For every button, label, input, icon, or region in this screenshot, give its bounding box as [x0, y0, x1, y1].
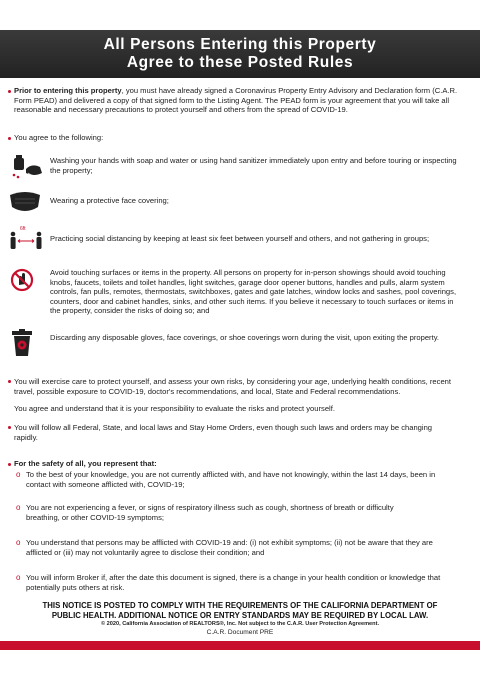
safety-heading: For the safety of all, you represent that:	[14, 459, 157, 468]
intro-paragraph	[14, 86, 460, 115]
list-marker: o	[16, 503, 21, 512]
rule-text-handwash: Washing your hands with soap and water or using hand sanitizer immediately upon entry and before touring or inspecting the property;	[50, 156, 457, 175]
copyright: © 2020, California Association of REALTORS®, Inc. Not subject to the C.A.R. User Protection Agreement.	[100, 621, 380, 627]
header-title-line1: All Persons Entering this Property	[103, 36, 377, 53]
care-responsibility: You agree and understand that it is your responsibility to evaluate the risks and protect yourself.	[14, 404, 335, 413]
intro-bold: Prior to entering this property	[14, 86, 122, 95]
no-touch-icon	[10, 268, 34, 292]
notice-line1: THIS NOTICE IS POSTED TO COMPLY WITH THE REQUIREMENTS OF THE CALIFORNIA DEPARTMENT OF	[42, 601, 438, 610]
rule-text-no-touch: Avoid touching surfaces or items in the property. All persons on property for in-person showings should avoid touching knobs, faucets, toilets and toilet handles, light switches, garage door opener buttons, handles and pulls, alarm system controls, fan pulls, remotes, thermostats, switchboxes, gates and gate latches, window locks and sashes, pool coverings, counters, door and cabinet handles, sinks, and other such items. If you believe it necessary to touch surfaces or items in the property, consider the risks of doing so; and	[50, 268, 457, 316]
laws-paragraph: You will follow all Federal, State, and local laws and Stay Home Orders, even though such laws and orders may be changing rapidly.	[14, 423, 433, 442]
bullet	[8, 463, 11, 466]
face-mask-icon	[8, 189, 42, 215]
safety-item: You understand that persons may be afflicted with COVID-19 and: (i) not exhibit symptoms; (ii) not be aware that they are afflicted or (iii) may not voluntarily agree to disclose their condition; and	[26, 538, 433, 557]
list-marker: o	[16, 470, 21, 479]
header-title-line2: Agree to these Posted Rules	[126, 54, 354, 71]
footer-red-bar	[0, 641, 480, 650]
rule-text-discard: Discarding any disposable gloves, face coverings, or shoe coverings worn during the visit, upon exiting the property.	[50, 333, 440, 342]
distance-label: 6ft	[20, 226, 26, 232]
handwash-icon	[10, 153, 44, 179]
agree-heading: You agree to the following:	[14, 133, 104, 142]
safety-item: You will inform Broker if, after the date this document is signed, there is a change in your health condition or knowledge that potentially puts others at risk.	[26, 573, 441, 592]
bullet	[8, 90, 11, 93]
biohazard-bin-icon	[10, 329, 34, 357]
intro-text: , you must have already signed a Coronavirus Property Entry Advisory and Declaration form (C.A.R. Form PEAD) and delivered a copy of that signed form to the Listing Agent. The PEAD form is your agreement that you will take all reasonable and necessary precautions to protect yourself and others from the spread of COVID-19.	[14, 86, 458, 115]
safety-item: You are not experiencing a fever, or signs of respiratory illness such as cough, shortness of breath or difficulty breathing, or other COVID-19 symptoms;	[26, 503, 394, 522]
page-header	[0, 30, 480, 78]
safety-item: To the best of your knowledge, you are not currently afflicted with, and have not knowingly, within the last 14 days, been in contact with someone afflicted with, COVID-19;	[26, 470, 436, 489]
rule-text-mask: Wearing a protective face covering;	[50, 196, 169, 205]
care-paragraph: You will exercise care to protect yourself, and assess your own risks, by considering your age, underlying health conditions, recent travel, possible exposure to COVID-19, doctor's recommendations, and local, State and Federal recommendations.	[14, 377, 452, 396]
list-marker: o	[16, 573, 21, 582]
document-id: C.A.R. Document PRE	[206, 629, 274, 636]
notice-line2: PUBLIC HEALTH. ADDITIONAL NOTICE OR ENTRY STANDARDS MAY BE REQUIRED BY LOCAL LAW.	[51, 610, 429, 620]
rule-text-distance: Practicing social distancing by keeping at least six feet between yourself and others, and not gathering in groups;	[50, 234, 430, 243]
bullet	[8, 426, 11, 429]
bullet	[8, 137, 11, 140]
bullet	[8, 380, 11, 383]
social-distance-icon	[8, 225, 44, 251]
list-marker: o	[16, 538, 21, 547]
notice	[20, 601, 460, 620]
